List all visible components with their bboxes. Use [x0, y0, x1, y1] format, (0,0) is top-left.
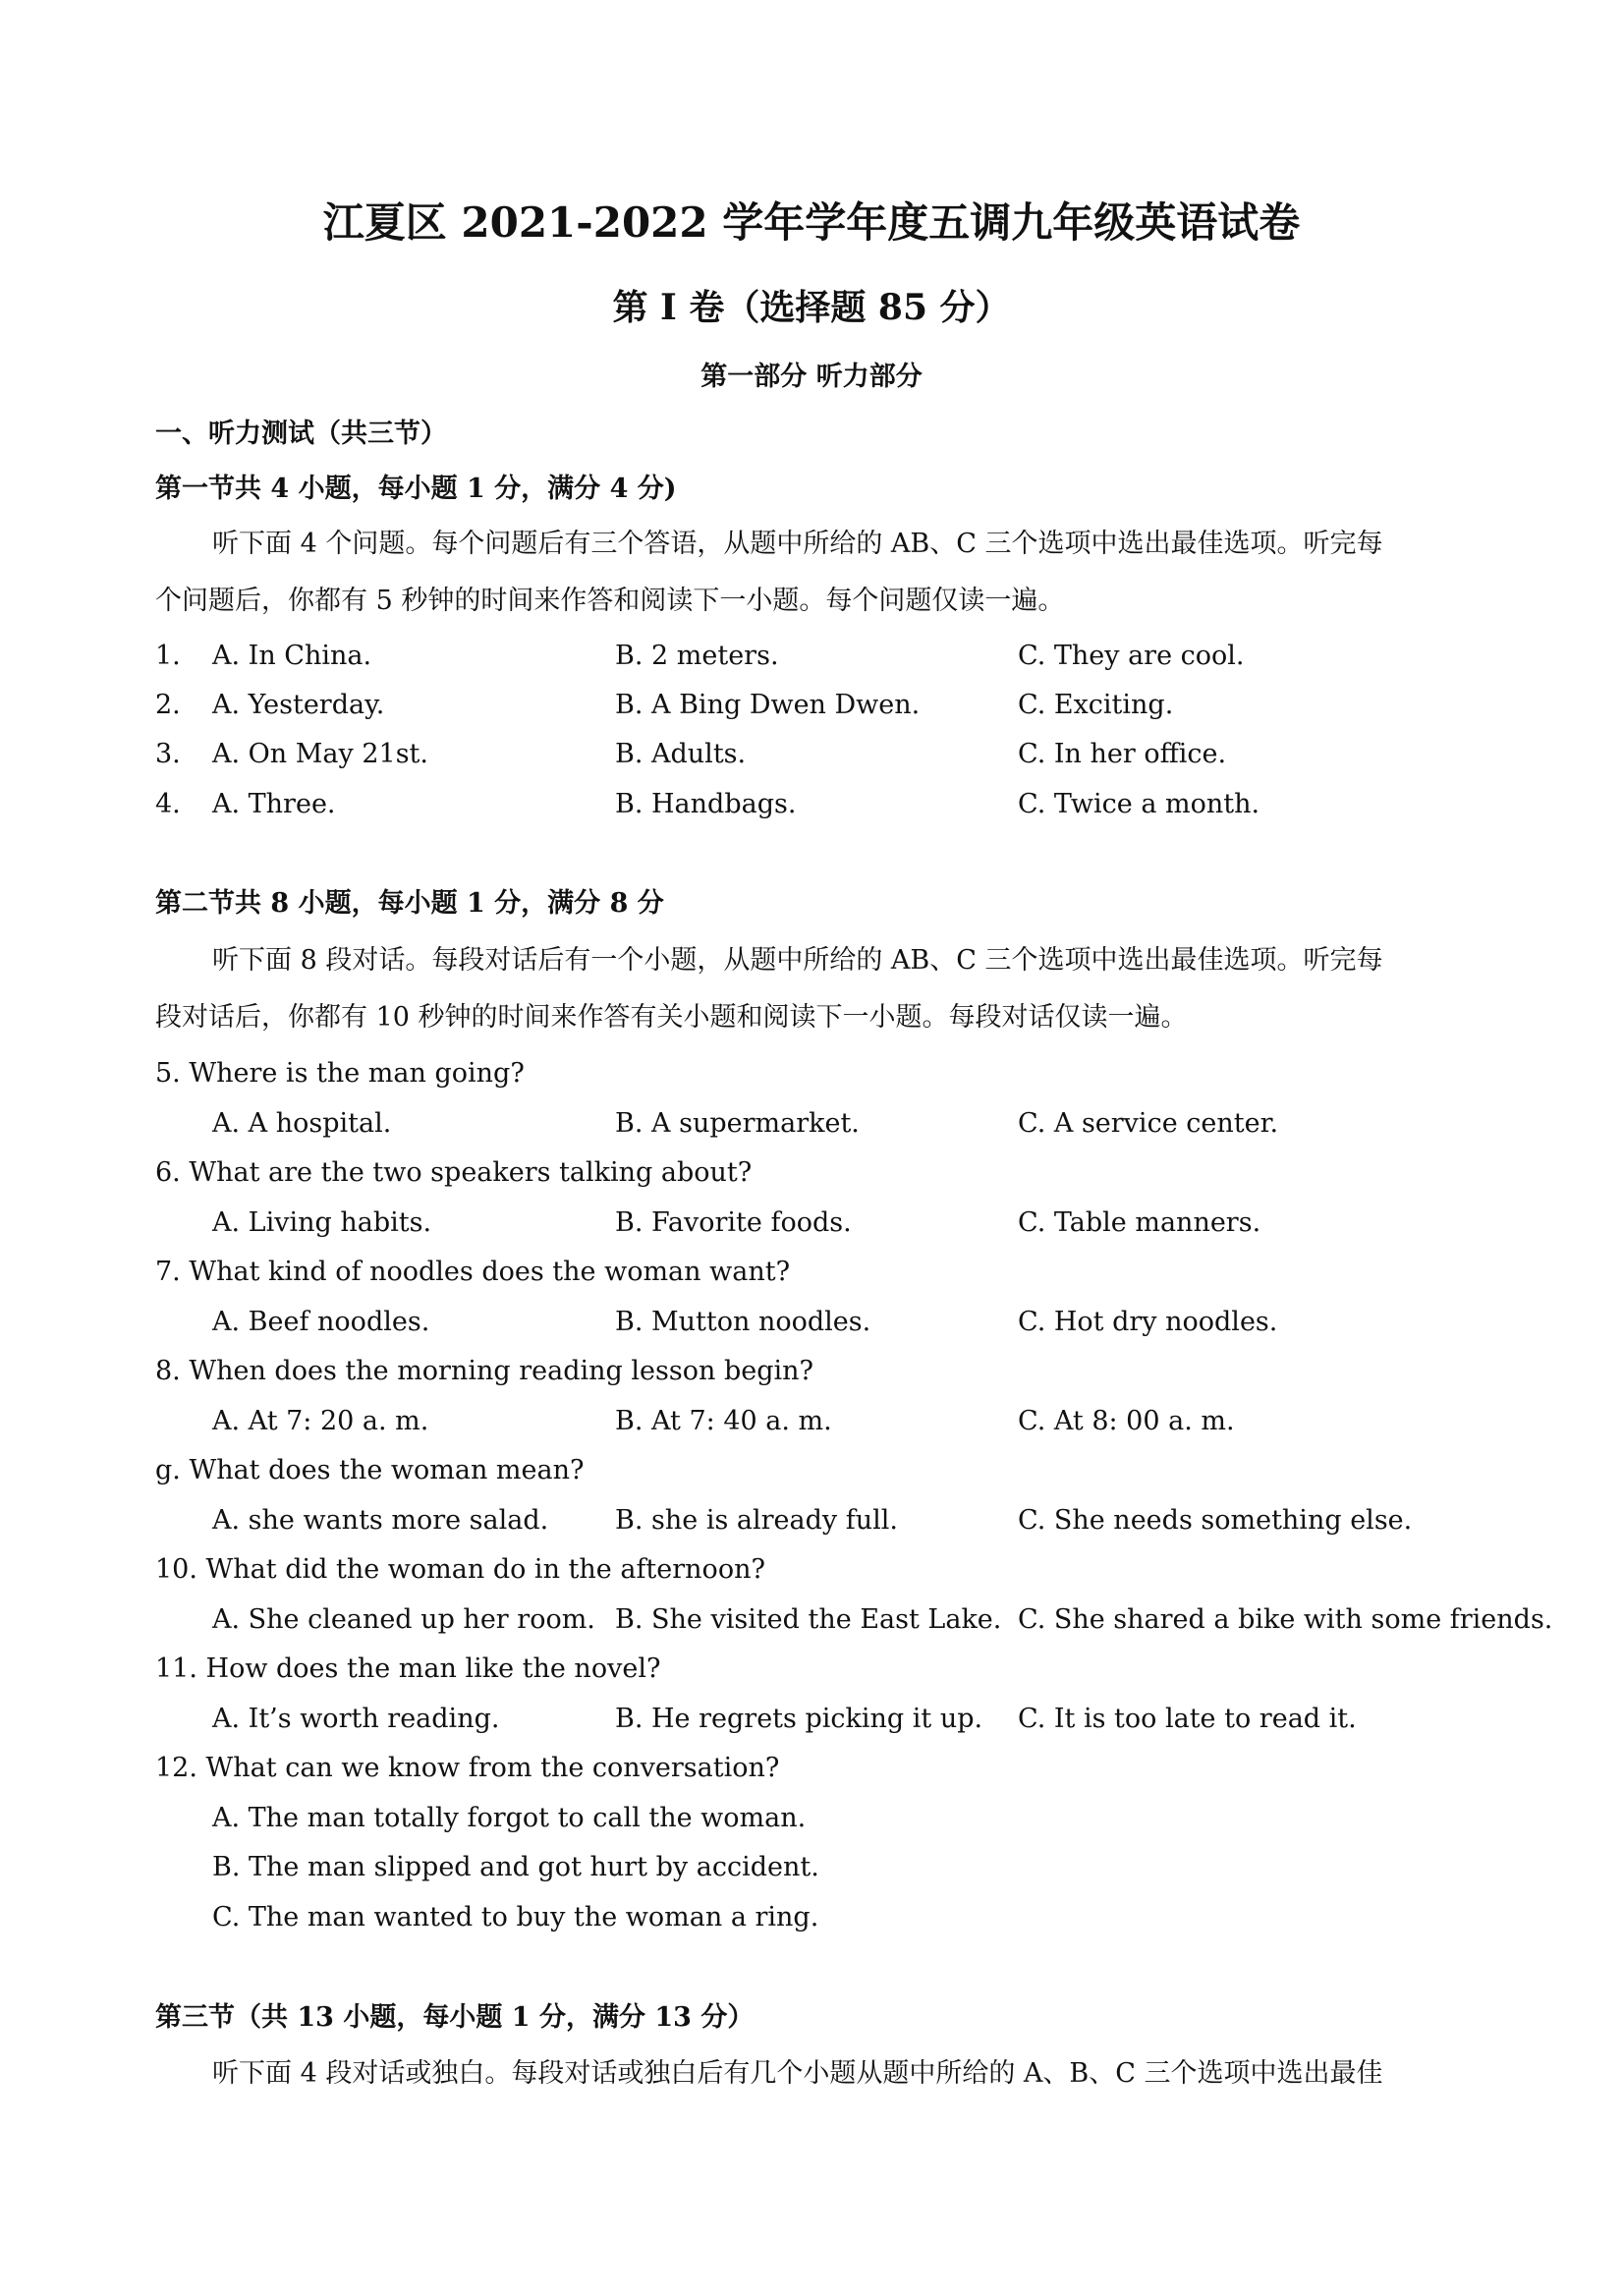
option-a: A. Yesterday.: [212, 690, 385, 720]
option-a: A. Living habits.: [212, 1207, 432, 1238]
option-c: C. At 8: 00 a. m.: [1018, 1406, 1235, 1436]
option-a: A. A hospital.: [212, 1108, 392, 1139]
option-b: B. Favorite foods.: [615, 1207, 852, 1238]
section3-heading: 第三节（共 13 小题，每小题 1 分，满分 13 分）: [155, 2002, 755, 2033]
option-a: A. She cleaned up her room.: [212, 1604, 595, 1635]
option-c: C. Twice a month.: [1018, 789, 1260, 819]
option-b: B. He regrets picking it up.: [615, 1704, 983, 1734]
option-a: A. In China.: [212, 641, 372, 671]
question-row: [0, 639, 1623, 674]
option-b: B. Mutton noodles.: [615, 1307, 871, 1337]
option-c: C. In her office.: [1018, 739, 1227, 769]
option-a: A. At 7: 20 a. m.: [212, 1406, 429, 1436]
section2-heading: 第二节共 8 小题，每小题 1 分，满分 8 分: [155, 888, 664, 919]
option-a: A. she wants more salad.: [212, 1505, 549, 1536]
option-b: B. A Bing Dwen Dwen.: [615, 690, 921, 720]
question-stem: 12. What can we know from the conversation?: [155, 1753, 780, 1783]
option-c: C. Exciting.: [1018, 690, 1174, 720]
option-b: B. 2 meters.: [615, 641, 779, 671]
option-b: B. Adults.: [615, 739, 747, 769]
option-b: B. At 7: 40 a. m.: [615, 1406, 832, 1436]
option-b: B. The man slipped and got hurt by accident.: [212, 1852, 819, 1882]
options-row: [0, 1205, 1623, 1241]
question-stem: 10. What did the woman do in the afternoon?: [155, 1554, 765, 1585]
option-a: A. The man totally forgot to call the woman.: [212, 1803, 807, 1833]
volume-subtitle: 第 I 卷（选择题 85 分）: [612, 287, 1011, 328]
options-row: [0, 1702, 1623, 1737]
option-c: C. She needs something else.: [1018, 1505, 1413, 1536]
question-stem: g. What does the woman mean?: [155, 1455, 585, 1485]
option-b: B. Handbags.: [615, 789, 797, 819]
option-a: A. It’s worth reading.: [212, 1704, 500, 1734]
question-row: [0, 737, 1623, 772]
question-number: 1.: [155, 641, 181, 671]
question-stem: 7. What kind of noodles does the woman want?: [155, 1257, 791, 1287]
section3-instruction-line1: 听下面 4 段对话或独白。每段对话或独白后有几个小题从题中所给的 A、B、C 三个选项中选出最佳: [212, 2058, 1383, 2089]
question-row: [0, 688, 1623, 723]
option-b: B. she is already full.: [615, 1505, 898, 1536]
question-stem: 11. How does the man like the novel?: [155, 1653, 661, 1684]
options-row: [0, 1305, 1623, 1340]
options-row: [0, 1404, 1623, 1439]
option-c: C. A service center.: [1018, 1108, 1279, 1139]
option-c: C. Hot dry noodles.: [1018, 1307, 1278, 1337]
question-stem: 8. When does the morning reading lesson begin?: [155, 1356, 813, 1386]
part-heading: 第一部分 听力部分: [700, 362, 923, 392]
options-row: [0, 1106, 1623, 1142]
option-b: B. She visited the East Lake.: [615, 1604, 1002, 1635]
exam-title: 江夏区 2021-2022 学年学年度五调九年级英语试卷: [322, 198, 1301, 247]
section2-instruction-line1: 听下面 8 段对话。每段对话后有一个小题，从题中所给的 AB、C 三个选项中选出最佳选项。听完每: [212, 945, 1383, 976]
option-a: A. Three.: [212, 789, 336, 819]
option-a: A. On May 21st.: [212, 739, 428, 769]
listening-section-heading: 一、听力测试（共三节）: [155, 419, 447, 449]
section2-instruction-line2: 段对话后，你都有 10 秒钟的时间来作答有关小题和阅读下一小题。每段对话仅读一遍。: [155, 1002, 1188, 1033]
question-number: 4.: [155, 789, 181, 819]
question-number: 3.: [155, 739, 181, 769]
option-c: C. They are cool.: [1018, 641, 1245, 671]
options-row: [0, 1503, 1623, 1539]
section1-instruction-line2: 个问题后，你都有 5 秒钟的时间来作答和阅读下一小题。每个问题仅读一遍。: [155, 586, 1065, 616]
option-b: B. A supermarket.: [615, 1108, 860, 1139]
question-stem: 6. What are the two speakers talking about?: [155, 1157, 753, 1188]
section1-instruction-line1: 听下面 4 个问题。每个问题后有三个答语，从题中所给的 AB、C 三个选项中选出最佳选项。听完每: [212, 529, 1383, 559]
option-c: C. The man wanted to buy the woman a ring.: [212, 1902, 819, 1932]
option-c: C. Table manners.: [1018, 1207, 1261, 1238]
question-stem: 5. Where is the man going?: [155, 1058, 525, 1089]
options-row: [0, 1602, 1623, 1638]
option-a: A. Beef noodles.: [212, 1307, 430, 1337]
option-c: C. She shared a bike with some friends.: [1018, 1604, 1553, 1635]
section1-heading: 第一节共 4 小题，每小题 1 分，满分 4 分): [155, 474, 677, 504]
question-row: [0, 787, 1623, 822]
option-c: C. It is too late to read it.: [1018, 1704, 1357, 1734]
question-number: 2.: [155, 690, 181, 720]
